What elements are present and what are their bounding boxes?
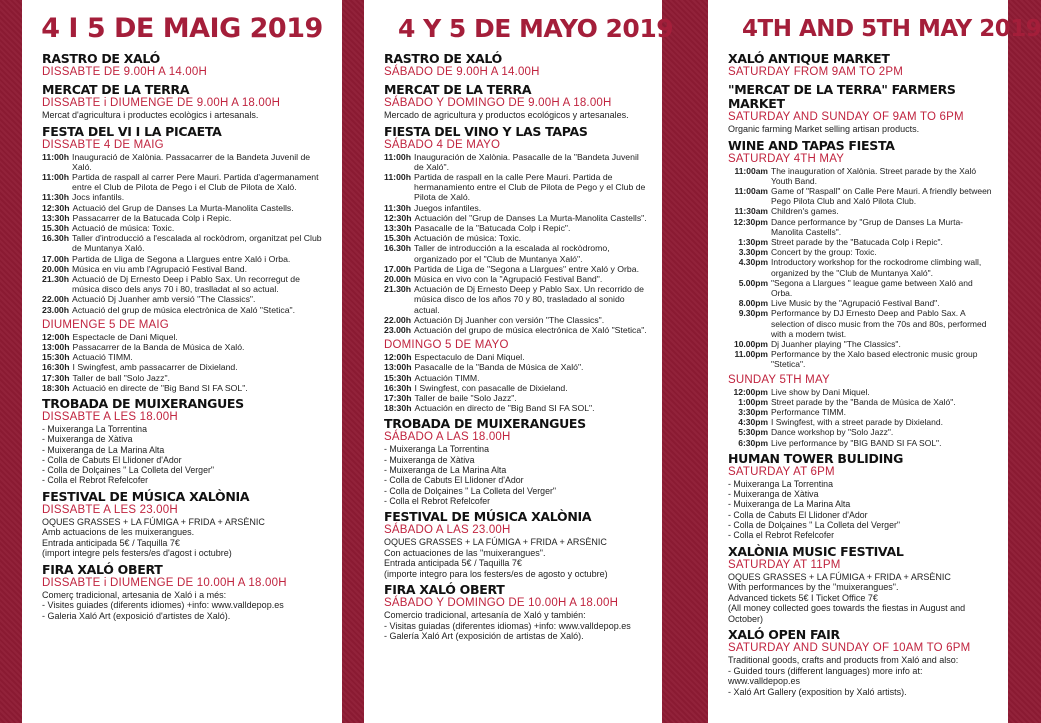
event-row [42, 233, 328, 253]
section-title: TROBADA DE MUIXERANGUES [42, 395, 244, 411]
event-time: 11:00h [42, 151, 70, 162]
section-title: XALÓ ANTIQUE MARKET [728, 51, 890, 66]
event-description: Jocs infantils. [72, 192, 125, 203]
event-time: 4.30pm [738, 257, 768, 268]
event-row [42, 264, 328, 274]
section [384, 510, 648, 579]
section [384, 583, 648, 642]
section [384, 83, 648, 121]
event-description: Dance performance by "Grup de Danses La Murta-Manolita Castells". [771, 216, 963, 237]
list-item: - Colla de Dolçaines " La Colleta del Verger" [384, 485, 557, 496]
section-text: Comercio tradicional, artesanía de Xaló y también: [384, 610, 586, 621]
section-subtitle: DISSABTE A LES 18.00H [42, 410, 178, 423]
event-time: 12:30pm [733, 216, 768, 227]
list-item: - Muixeranga La Torrentina [384, 444, 489, 455]
event-time: 12:00h [42, 331, 70, 342]
event-row [384, 274, 648, 284]
event-description: Taller de ball "Solo Jazz". [72, 372, 170, 383]
event-time: 17.00h [42, 253, 70, 264]
section-title: FESTA DEL VI I LA PICAETA [42, 123, 222, 139]
section [42, 83, 328, 121]
event-description: Inauguració de Xalònia. Passacarrer de la Bandeta Juvenil de Xaló. [72, 151, 311, 172]
event-time: 17:30h [384, 392, 412, 403]
section [384, 52, 648, 79]
section-subtitle: SATURDAY 4TH MAY [728, 152, 845, 165]
event-row [728, 237, 994, 247]
list-item: - Colla de Cabuts El Llidoner d'Ador [728, 509, 868, 520]
section-title: "MERCAT DE LA TERRA" FARMERS MARKET [728, 82, 956, 111]
section [42, 319, 328, 393]
event-time: 9.30pm [738, 308, 768, 319]
event-description: Inauguración de Xalònia. Pasacalle de la "Bandeta Juvenil de Xaló". [414, 151, 639, 172]
event-row [384, 243, 648, 263]
event-description: Dance workshop by "Solo Jazz". [771, 427, 894, 438]
section-title: FIRA XALÓ OBERT [384, 582, 505, 598]
event-time: 13:00h [42, 341, 70, 352]
event-description: Actuación Dj Juanher con versión "The Classics". [414, 314, 605, 325]
list-item: - Muixeranga de Xàtiva [42, 434, 133, 445]
event-time: 15:30h [42, 352, 70, 363]
event-description: Actuació en directe de "Big Band SI FA SOL". [72, 382, 248, 393]
event-description: Performance by the Xalo based electronic music group "Stetica". [771, 349, 978, 370]
event-time: 6:30pm [738, 437, 768, 448]
section-subtitle: DISSABTE DE 9.00H A 14.00H [42, 66, 208, 78]
list-item: - Colla de Dolçaines " La Colleta del Verger" [42, 465, 215, 476]
section-subtitle: DISSABTE 4 DE MAIG [42, 138, 164, 151]
event-time: 5:30pm [738, 427, 768, 438]
section-text: OQUES GRASSES + LA FÚMIGA + FRIDA + ARSÈNIC [728, 571, 951, 582]
list-item: - Colla de Dolçaines " La Colleta del Verger" [728, 519, 901, 530]
event-row [42, 213, 328, 223]
section-text: Amb actuacions de les muixerangues. [42, 527, 195, 538]
event-row [728, 166, 994, 186]
column-valencian [22, 0, 342, 723]
event-row [384, 172, 648, 203]
section-subtitle: SATURDAY AT 11PM [728, 558, 841, 571]
event-time: 15.30h [42, 222, 70, 233]
event-row [384, 223, 648, 233]
event-time: 15.30h [384, 233, 412, 244]
event-description: Dj Juanher playing "The Classics". [771, 338, 901, 349]
section [384, 417, 648, 506]
section-title: RASTRO DE XALÓ [42, 51, 160, 66]
event-time: 11:00h [384, 171, 412, 182]
event-description: Espectaculo de Dani Miquel. [414, 352, 525, 363]
event-row [384, 315, 648, 325]
event-description: Actuació TIMM. [72, 352, 133, 363]
event-row [728, 387, 994, 397]
section [384, 339, 648, 413]
event-description: Street parade by the "Batucada Colp i Repic". [771, 236, 943, 247]
event-row [42, 383, 328, 393]
section-title: MERCAT DE LA TERRA [42, 82, 190, 97]
section-subtitle: SÁBADO DE 9.00H A 14.00H [384, 66, 540, 78]
event-time: 21.30h [42, 273, 70, 284]
section [42, 563, 328, 622]
event-description: I Swingfest, con pasacalle de Dixieland. [414, 382, 568, 393]
section-text: Mercat d'agricultura i productes ecològics i artesanals. [42, 110, 259, 120]
event-description: Introductory workshop for the rockodrome climbing wall, organized by the "Club de Muntanya Xaló". [771, 257, 982, 278]
event-description: Juegos infantiles. [414, 202, 482, 213]
section-subtitle: SÁBADO A LAS 23.00H [384, 524, 511, 537]
section [728, 52, 994, 79]
event-row [42, 332, 328, 342]
section-text: OQUES GRASSES + LA FÚMIGA + FRIDA + ARSÈNIC [42, 516, 265, 527]
event-row [384, 403, 648, 413]
section-title: XALÓ OPEN FAIR [728, 627, 840, 643]
event-row [384, 373, 648, 383]
event-row [384, 383, 648, 393]
event-description: Taller de baile "Solo Jazz". [414, 392, 517, 403]
section-subtitle: SATURDAY FROM 9AM TO 2PM [728, 66, 903, 78]
list-item: - Muixeranga de Xàtiva [728, 489, 819, 500]
column-title: 4 Y 5 DE MAYO 2019 [398, 14, 674, 43]
event-description: Partida de raspall al carrer Pere Mauri. Partida d'agermanament entre el Club de Pilota de Pego i el Club de Pilota de Xaló. [72, 171, 319, 193]
section-subtitle: DISSABTE i DIUMENGE DE 10.00H A 18.00H [42, 576, 287, 589]
event-row [728, 308, 994, 339]
column-title: 4TH AND 5TH MAY 2019 [742, 16, 1041, 42]
event-description: Actuación del grupo de música electrónica de Xaló "Stetica". [414, 324, 647, 335]
section-title: TROBADA DE MUIXERANGUES [384, 416, 586, 432]
event-time: 16:30h [384, 382, 412, 393]
event-row [728, 186, 994, 206]
event-time: 1:30pm [738, 236, 768, 247]
section-text: - Galería Xaló Art (exposición de artistas de Xaló). [384, 631, 584, 642]
event-row [728, 407, 994, 417]
event-row [728, 427, 994, 437]
list-item: - Muixeranga La Torrentina [42, 423, 147, 434]
event-description: Partida de Lliga de Segona a Llargues entre Xaló i Orba. [72, 253, 291, 264]
section-subtitle: SATURDAY AT 6PM [728, 465, 835, 478]
event-row [42, 362, 328, 372]
event-description: I Swingfest, with a street parade by Dixieland. [771, 417, 943, 428]
event-description: Actuació del Grup de Danses La Murta-Manolita Castells. [72, 202, 294, 213]
list-item: - Muixeranga de La Marina Alta [42, 444, 165, 455]
section-text: - Xaló Art Gallery (exposition by Xaló artists). [728, 686, 907, 697]
event-row [384, 393, 648, 403]
list-item: - Colla de Cabuts El Llidoner d'Ador [384, 475, 524, 486]
event-time: 21.30h [384, 284, 412, 295]
event-description: Taller de introducción a la escalada al rockòdromo, organizado por el "Club de Muntanya Xaló". [414, 243, 610, 264]
section [384, 125, 648, 336]
event-description: Actuación del "Grup de Danses La Murta-Manolita Castells". [414, 212, 647, 223]
event-time: 4:30pm [738, 417, 768, 428]
event-time: 16:30h [42, 362, 70, 373]
event-description: Passacarrer de la Batucada Colp i Repic. [72, 212, 232, 223]
event-row [728, 339, 994, 349]
section-text: - Guided tours (different languages) more info at: www.valldepop.es [728, 665, 923, 687]
event-time: 12:30h [384, 212, 412, 223]
event-description: Actuació de Dj Ernesto Deep i Pablo Sax. Un recorregut de música disco dels anys 70 i 80, traslladat al so actual. [72, 273, 300, 295]
section-subtitle: SATURDAY AND SUNDAY OF 10AM TO 6PM [728, 642, 971, 655]
event-description: Actuación TIMM. [414, 372, 480, 383]
event-time: 11:30am [734, 206, 768, 217]
event-row [728, 438, 994, 448]
event-row [728, 397, 994, 407]
section [728, 628, 994, 697]
event-description: Pasacalle de la "Batucada Colp i Repic". [414, 222, 571, 233]
list-item: - Muixeranga de La Marina Alta [728, 499, 851, 510]
event-row [728, 417, 994, 427]
event-row [42, 203, 328, 213]
section [42, 397, 328, 486]
event-row [384, 152, 648, 172]
event-time: 13:30h [384, 222, 412, 233]
event-time: 11:00am [734, 185, 768, 196]
event-time: 1:00pm [738, 396, 768, 407]
event-row [384, 362, 648, 372]
event-time: 11:00am [734, 165, 768, 176]
section [728, 83, 994, 135]
section [728, 374, 994, 448]
event-description: The inauguration of Xalònia. Street parade by the Xaló Youth Band. [771, 165, 977, 186]
event-time: 12:00pm [733, 386, 768, 397]
event-time: 20.00h [384, 273, 412, 284]
event-row [384, 284, 648, 315]
section-subtitle: DISSABTE i DIUMENGE DE 9.00H A 18.00H [42, 97, 281, 109]
event-row [384, 264, 648, 274]
section [42, 52, 328, 79]
event-row [42, 254, 328, 264]
event-description: Performance TIMM. [771, 406, 846, 417]
section-title: RASTRO DE XALÓ [384, 51, 502, 66]
event-time: 11:00h [384, 151, 412, 162]
section-subtitle: DOMINGO 5 DE MAYO [384, 339, 509, 352]
event-time: 11:30h [384, 202, 412, 213]
event-description: Live show by Dani Miquel. [771, 386, 870, 397]
event-time: 3:30pm [738, 406, 768, 417]
list-item: - Muixeranga de La Marina Alta [384, 464, 507, 475]
event-description: Pasacalle de la "Banda de Música de Xaló". [414, 362, 584, 373]
event-row [384, 203, 648, 213]
section-title: MERCAT DE LA TERRA [384, 82, 532, 97]
event-time: 17.00h [384, 263, 412, 274]
list-item: - Colla el Rebrot Refelcofer [42, 475, 149, 486]
event-description: Actuación de música: Toxic. [414, 233, 522, 244]
column-title: 4 I 5 DE MAIG 2019 [41, 13, 323, 44]
section-text: Organic farming Market selling artisan products. [728, 124, 920, 134]
section-subtitle: SÁBADO Y DOMINGO DE 10.00H A 18.00H [384, 597, 619, 610]
event-time: 12:30h [42, 202, 70, 213]
event-row [42, 274, 328, 294]
event-row [728, 217, 994, 237]
event-row [728, 349, 994, 369]
event-time: 23.00h [42, 304, 70, 315]
event-row [42, 172, 328, 192]
column-spanish [364, 0, 674, 723]
section-subtitle: DISSABTE A LES 23.00H [42, 503, 178, 516]
event-time: 13:30h [42, 212, 70, 223]
event-row [728, 247, 994, 257]
event-time: 5.00pm [738, 277, 768, 288]
section-title: FESTIVAL DE MÚSICA XALÒNIA [384, 509, 592, 525]
column-english [708, 0, 1041, 723]
section [42, 125, 328, 315]
section-subtitle: DIUMENGE 5 DE MAIG [42, 318, 169, 331]
section [42, 490, 328, 559]
event-time: 12:00h [384, 352, 412, 363]
section [728, 139, 994, 370]
event-row [728, 206, 994, 216]
section-text: With performances by the "muixerangues". [728, 582, 899, 593]
event-time: 18:30h [384, 403, 412, 414]
event-description: Actuació del grup de música electrònica de Xaló "Stetica". [72, 304, 296, 315]
event-row [42, 294, 328, 304]
section-text: OQUES GRASSES + LA FÚMIGA + FRIDA + ARSÈNIC [384, 537, 607, 548]
event-row [42, 152, 328, 172]
event-time: 16.30h [42, 233, 70, 244]
section-text: Entrada anticipada 5€ / Taquilla 7€ [42, 537, 180, 548]
section-text: - Visites guiades (diferents idiomes) +info: www.valldepop.es [42, 600, 284, 611]
event-description: Actuació de música: Toxic. [72, 222, 175, 233]
event-description: Actuació Dj Juanher amb versió "The Classics". [72, 294, 256, 305]
section-title: WINE AND TAPAS FIESTA [728, 137, 895, 153]
section-subtitle: SUNDAY 5TH MAY [728, 373, 830, 386]
section-title: XALÒNIA MUSIC FESTIVAL [728, 543, 904, 559]
event-description: Live performance by "BIG BAND SI FA SOL". [771, 437, 942, 448]
event-time: 8.00pm [738, 298, 768, 309]
list-item: - Muixeranga de Xàtiva [384, 454, 475, 465]
section-text: Mercado de agricultura y productos ecológicos y artesanales. [384, 110, 629, 120]
event-description: "Segona a Llargues " league game between Xaló and Orba. [771, 277, 973, 298]
event-description: Partida de raspall en la calle Pere Mauri. Partida de hermanamiento entre el Club de Pilota de Pego y el Club de Pilota de Xaló. [414, 171, 646, 203]
event-description: Música en viu amb l'Agrupació Festival Band. [72, 263, 248, 274]
event-description: Passacarrer de la Banda de Música de Xaló. [72, 341, 245, 352]
event-time: 10.00pm [733, 338, 768, 349]
event-row [42, 192, 328, 202]
section-text: (All money collected goes towards the fiestas in August and October) [728, 603, 966, 624]
event-time: 16.30h [384, 243, 412, 254]
event-time: 20.00h [42, 263, 70, 274]
section-text: Traditional goods, crafts and products from Xaló and also: [728, 655, 959, 666]
section-subtitle: SÁBADO 4 DE MAYO [384, 138, 501, 151]
event-description: Actuación en directo de "Big Band SI FA SOL". [414, 403, 595, 414]
event-time: 11:30h [42, 192, 70, 203]
event-row [384, 352, 648, 362]
event-time: 13:00h [384, 362, 412, 373]
event-row [384, 213, 648, 223]
event-time: 15:30h [384, 372, 412, 383]
section-title: FIESTA DEL VINO Y LAS TAPAS [384, 123, 588, 139]
section-text: Entrada anticipada 5€ / Taquilla 7€ [384, 558, 522, 569]
event-row [728, 257, 994, 277]
section-subtitle: SATURDAY AND SUNDAY OF 9AM TO 6PM [728, 111, 964, 123]
event-description: Espectacle de Dani Miquel. [72, 331, 178, 342]
event-description: I Swingfest, amb passacarrer de Dixieland. [72, 362, 238, 373]
event-row [42, 342, 328, 352]
event-time: 22.00h [384, 314, 412, 325]
event-description: Concert by the group: Toxic. [771, 247, 877, 258]
event-time: 18:30h [42, 382, 70, 393]
section-subtitle: SÁBADO A LAS 18.00H [384, 431, 511, 444]
event-description: Actuación de Dj Ernesto Deep y Pablo Sax. Un recorrido de música disco de los años 70 y 80, trasladado al sonido actual. [414, 284, 644, 315]
event-row [42, 352, 328, 362]
event-row [384, 233, 648, 243]
event-description: Performance by DJ Ernesto Deep and Pablo Sax. A selection of disco music from the 70s and 80s, performed with a modern twist. [771, 308, 987, 339]
section [728, 452, 994, 541]
event-time: 3.30pm [738, 247, 768, 258]
event-row [42, 223, 328, 233]
event-description: Partida de Liga de "Segona a Llargues" entre Xaló y Orba. [414, 263, 639, 274]
event-row [384, 325, 648, 335]
event-description: Street parade by the "Banda de Música de Xaló". [771, 396, 956, 407]
list-item: - Colla el Rebrot Refelcofer [384, 495, 491, 506]
section-text: Comerç tradicional, artesania de Xaló i a més: [42, 589, 227, 600]
list-item: - Colla el Rebrot Refelcofer [728, 530, 835, 541]
event-row [42, 305, 328, 315]
event-description: Live Music by the "Agrupació Festival Band". [771, 298, 940, 309]
event-time: 23.00h [384, 324, 412, 335]
section [728, 545, 994, 625]
section-title: FIRA XALÓ OBERT [42, 561, 163, 577]
event-description: Taller d'introducció a l'escalada al rockòdrom, organitzat pel Club de Muntanya Xaló. [72, 233, 322, 254]
event-row [42, 373, 328, 383]
section-text: Con actuaciones de las "muixerangues". [384, 547, 546, 558]
list-item: - Colla de Cabuts El Llidoner d'Ador [42, 454, 182, 465]
section-text: - Visitas guiadas (diferentes idiomas) +info: www.valldepop.es [384, 620, 631, 631]
event-time: 11:00h [42, 171, 70, 182]
event-description: Música en vivo con la "Agrupació Festival Band". [414, 273, 603, 284]
section-title: HUMAN TOWER BULIDING [728, 450, 904, 466]
section-text: (import integre pels festers/es d'agost i octubre) [42, 548, 232, 559]
section-title: FESTIVAL DE MÚSICA XALÒNIA [42, 488, 250, 504]
list-item: - Muixeranga La Torrentina [728, 478, 833, 489]
event-description: Game of "Raspall" on Calle Pere Mauri. A friendly between Pego Pilota Club and Xaló Pilota Club. [771, 185, 992, 207]
event-row [728, 278, 994, 298]
event-time: 17:30h [42, 372, 70, 383]
event-time: 11.00pm [734, 349, 768, 360]
section-text: Advanced tickets 5€ I Ticket Office 7€ [728, 592, 878, 603]
event-description: Children's games. [771, 206, 839, 217]
event-time: 22.00h [42, 294, 70, 305]
event-row [728, 298, 994, 308]
section-text: (importe integro para los festers/es de agosto y octubre) [384, 568, 608, 579]
section-subtitle: SÁBADO Y DOMINGO DE 9.00H A 18.00H [384, 97, 612, 109]
section-text: - Galeria Xaló Art (exposició d'artistes de Xaló). [42, 610, 231, 621]
